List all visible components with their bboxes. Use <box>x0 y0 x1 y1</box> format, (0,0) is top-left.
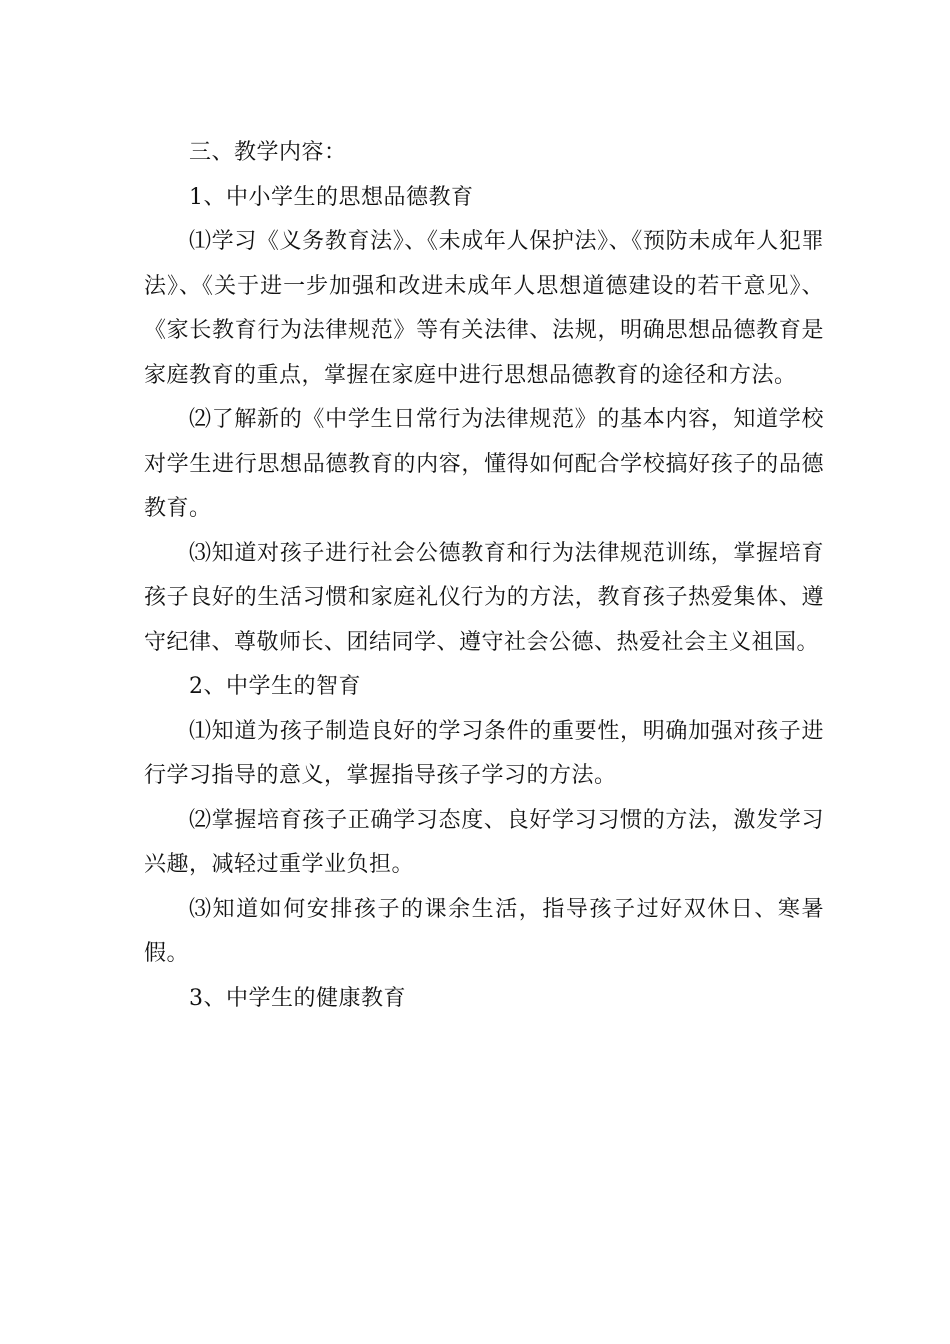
subsection-heading: 3、中学生的健康教育 <box>189 985 406 1011</box>
subsection-heading: 1、中小学生的思想品德教育 <box>189 184 474 210</box>
body-paragraph: ⑴学习《义务教育法》、《未成年人保护法》、《预防未成年人犯罪法》、《关于进一步加强和改进未成年人思想道德建设的若干意见》、《家长教育行为法律规范》等有关法律、法规，明确思想品德教育是家庭教育的重点，掌握在家庭中进行思想品德教育的途径和方法。 <box>144 229 824 388</box>
subsection-heading: 2、中学生的智育 <box>189 674 361 699</box>
body-paragraph: ⑵掌握培育孩子正确学习态度、良好学习习惯的方法，激发学习兴趣，减轻过重学业负担。 <box>144 807 824 877</box>
body-paragraph: ⑴知道为孩子制造良好的学习条件的重要性，明确加强对孩子进行学习指导的意义，掌握指导孩子学习的方法。 <box>144 718 824 788</box>
body-paragraph: ⑵了解新的《中学生日常行为法律规范》的基本内容，知道学校对学生进行思想品德教育的内容，懂得如何配合学校搞好孩子的品德教育。 <box>144 407 824 521</box>
body-paragraph: ⑶知道如何安排孩子的课余生活，指导孩子过好双休日、寒暑假。 <box>144 896 824 966</box>
document-body <box>144 131 824 1021</box>
section-heading: 三、教学内容： <box>189 140 347 165</box>
body-paragraph: ⑶知道对孩子进行社会公德教育和行为法律规范训练，掌握培育孩子良好的生活习惯和家庭礼仪行为的方法，教育孩子热爱集体、遵守纪律、尊敬师长、团结同学、遵守社会公德、热爱社会主义祖国。 <box>144 540 824 655</box>
